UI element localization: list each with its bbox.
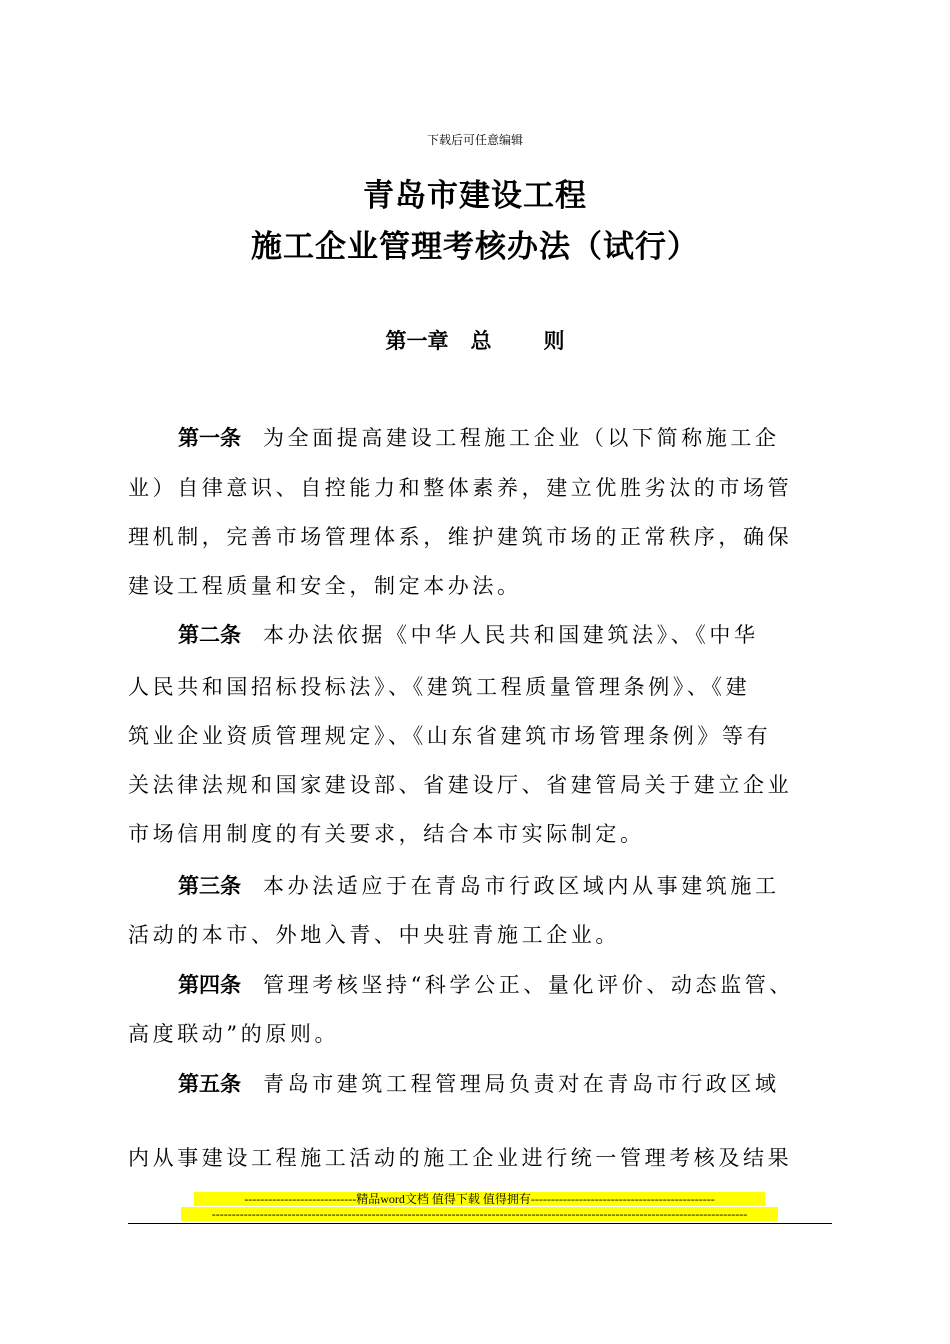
article-4-label: 第四条 xyxy=(178,973,241,997)
article-2-line-3: 筑业企业资质管理规定》、《山东省建筑市场管理条例》等有 xyxy=(128,724,772,748)
article-4-text-1: 管理考核坚持“科学公正、量化评价、动态监管、 xyxy=(263,973,794,997)
chapter-heading xyxy=(0,325,950,355)
footer-banner-line-1: ----------------------------精品word文档 值得下载 值得拥有---------------------------------------------- xyxy=(194,1192,765,1206)
footer-banner-line-2: -------------------------------------------------------------------------------------------------------------------------------------- xyxy=(181,1207,778,1221)
header-note: 下载后可任意编辑 xyxy=(426,133,523,147)
article-2-text-1: 本办法依据《中华人民共和国建筑法》、《中华 xyxy=(263,623,759,647)
article-1-line-3: 理机制，完善市场管理体系，维护建筑市场的正常秩序，确保 xyxy=(128,525,793,549)
article-5-line-2: 内从事建设工程施工活动的施工企业进行统一管理考核及结果 xyxy=(128,1146,793,1170)
article-1-line-4: 建设工程质量和安全，制定本办法。 xyxy=(128,574,522,598)
article-2-line-5: 市场信用制度的有关要求，结合本市实际制定。 xyxy=(128,822,645,846)
article-2-line-2: 人民共和国招标投标法》、《建筑工程质量管理条例》、《建 xyxy=(128,675,751,699)
article-1-line-1 xyxy=(128,423,780,453)
document-title-line-1: 青岛市建设工程 xyxy=(363,178,587,214)
chapter-number: 第一章 xyxy=(385,329,449,353)
article-1-text-1: 为全面提高建设工程施工企业（以下简称施工企 xyxy=(263,426,780,450)
article-2-line-4: 关法律法规和国家建设部、省建设厅、省建管局关于建立企业 xyxy=(128,773,793,797)
article-5-line-1 xyxy=(128,1069,780,1099)
article-3-text-1: 本办法适应于在青岛市行政区域内从事建筑施工 xyxy=(263,874,780,898)
article-1-label: 第一条 xyxy=(178,426,241,450)
document-title-line-2: 施工企业管理考核办法（试行） xyxy=(251,229,699,265)
chapter-word-1: 总 xyxy=(470,329,492,353)
chapter-word-2: 则 xyxy=(543,329,565,353)
article-3-line-1 xyxy=(128,871,780,901)
footer-divider xyxy=(128,1223,832,1224)
article-2-line-1 xyxy=(128,620,759,650)
article-1-line-2: 业）自律意识、自控能力和整体素养，建立优胜劣汰的市场管 xyxy=(128,476,793,500)
article-4-line-1 xyxy=(128,970,794,1000)
article-3-line-2: 活动的本市、外地入青、中央驻青施工企业。 xyxy=(128,923,620,947)
article-5-text-1: 青岛市建筑工程管理局负责对在青岛市行政区域 xyxy=(263,1072,780,1096)
article-2-label: 第二条 xyxy=(178,623,241,647)
article-3-label: 第三条 xyxy=(178,874,241,898)
article-4-line-2: 高度联动”的原则。 xyxy=(128,1022,340,1046)
article-5-label: 第五条 xyxy=(178,1072,241,1096)
